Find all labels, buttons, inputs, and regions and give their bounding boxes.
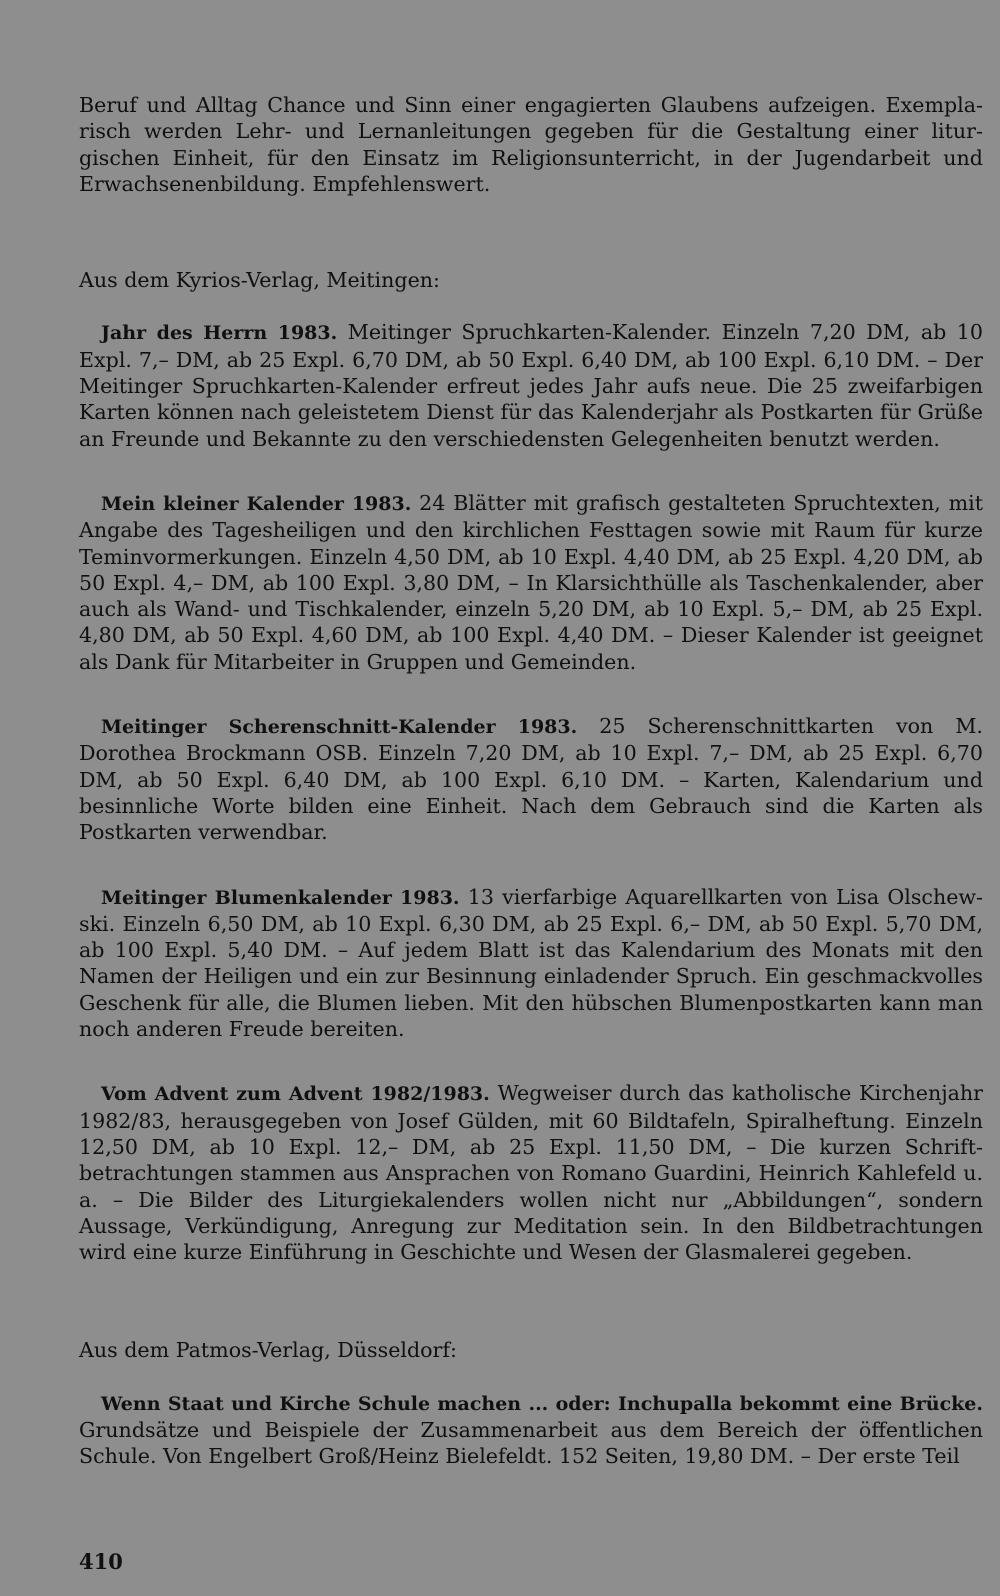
entry-text: 25 Scherenschnittkarten von M. Dorothea Brockmann OSB. Einzeln 7,20 DM, ab 10 Expl. 7,– DM, ab 25 Expl. 6,70 DM, ab 50 Expl. 6,40 DM, ab 100 Expl. 6,10 DM. – Karten, Kalendarium und besinnliche Worte bilden eine Einheit. Nach dem Gebrauch sind die Karten als Postkarten verwendbar.	[79, 714, 983, 845]
entry-scherenschnitt-kalender	[79, 713, 983, 845]
entry-text: Meitinger Spruchkarten-Kalender. Einzeln 7,20 DM, ab 10 Expl. 7,– DM, ab 25 Expl. 6,70 DM, ab 50 Expl. 6,40 DM, ab 100 Expl. 6,10 DM. – Der Meitinger Spruchkarten-Kalender erfreut jedes Jahr aufs neue. Die 25 zweifarbigen Karten können nach geleistetem Dienst für das Kalenderjahr als Postkarten für Grüße an Freunde und Bekannte zu den verschiedensten Gelegenheiten benutzt werden.	[79, 320, 983, 451]
entry-title: Meitinger Blumenkalender 1983.	[101, 886, 460, 909]
entry-text: 24 Blätter mit grafisch gestalteten Spruchtexten, mit Angabe des Tagesheiligen und den kirchlichen Festtagen sowie mit Raum für kurze Teminvormerkungen. Einzeln 4,50 DM, ab 10 Expl. 4,40 DM, ab 25 Expl. 4,20 DM, ab 50 Expl. 4,– DM, ab 100 Expl. 3,80 DM, – In Klarsichthülle als Taschenkalender, aber auch als Wand- und Tischkalender, einzeln 5,20 DM, ab 10 Expl. 5,– DM, ab 25 Expl. 4,80 DM, ab 50 Expl. 4,60 DM, ab 100 Expl. 4,40 DM. – Dieser Kalender ist geeignet als Dank für Mitarbeiter in Gruppen und Gemeinden.	[79, 490, 983, 674]
entry-jahr-des-herrn	[79, 319, 983, 451]
page-content	[79, 92, 983, 1508]
entry-blumenkalender	[79, 884, 983, 1043]
entry-title: Wenn Staat und Kirche Schule machen ... oder: Inchupalla bekommt eine Brücke.	[101, 1392, 983, 1415]
publisher-heading-patmos: Aus dem Patmos-Verlag, Düsseldorf:	[79, 1338, 457, 1363]
entry-text: 13 vierfarbige Aquarellkarten von Lisa Olschewski. Einzeln 6,50 DM, ab 10 Expl. 6,30 DM, ab 25 Expl. 6,– DM, ab 50 Expl. 5,70 DM, ab 100 Expl. 5,40 DM. – Auf jedem Blatt ist das Kalendarium des Monats mit den Namen der Heiligen und ein zur Besinnung einladender Spruch. Ein geschmackvolles Geschenk für alle, die Blumen lieben. Mit den hübschen Blumenpostkarten kann man noch anderen Freude bereiten.	[79, 884, 983, 1042]
entry-text: Grundsätze und Beispiele der Zusammenarbeit aus dem Bereich der öffentlichen Schule. Von Engelbert Groß/Heinz Bielefeldt. 152 Seiten, 19,80 DM. – Der erste Teil	[79, 1417, 983, 1469]
entry-mein-kleiner-kalender	[79, 490, 983, 675]
entry-wenn-staat-und-kirche	[79, 1390, 983, 1470]
entry-vom-advent-zum-advent	[79, 1080, 983, 1265]
intro-paragraph: Beruf und Alltag Chance und Sinn einer engagierten Glaubens aufzeigen. Exemplarisch werden Lehr- und Lernanleitungen gegeben für die Gestaltung einer liturgischen Einheit, für den Einsatz im Religionsunterricht, in der Jugendarbeit und Erwachsenenbildung. Empfehlenswert.	[79, 93, 983, 196]
entry-title: Jahr des Herrn 1983.	[101, 322, 338, 345]
publisher-heading-kyrios: Aus dem Kyrios-Verlag, Meitingen:	[79, 268, 440, 293]
entry-title: Meitinger Scherenschnitt-Kalender 1983.	[101, 716, 578, 739]
page-number: 410	[79, 1549, 123, 1574]
entry-title: Vom Advent zum Advent 1982/1983.	[101, 1083, 490, 1106]
entry-text: Wegweiser durch das katholische Kirchenjahr 1982/83, herausgegeben von Josef Gülden, mit 60 Bildtafeln, Spiralheftung. Einzeln 12,50 DM, ab 10 Expl. 12,– DM, ab 25 Expl. 11,50 DM, – Die kurzen Schriftbetrachtungen stammen aus Ansprachen von Romano Guardini, Heinrich Kahlefeld u. a. – Die Bilder des Liturgiekalenders wollen nicht nur „Abbildungen“, sondern Aussage, Verkündigung, Anregung zur Meditation sein. In den Bildbetrachtungen wird eine kurze Einführung in Geschichte und Wesen der Glasmalerei gegeben.	[79, 1081, 983, 1265]
entry-title: Mein kleiner Kalender 1983.	[101, 492, 412, 515]
